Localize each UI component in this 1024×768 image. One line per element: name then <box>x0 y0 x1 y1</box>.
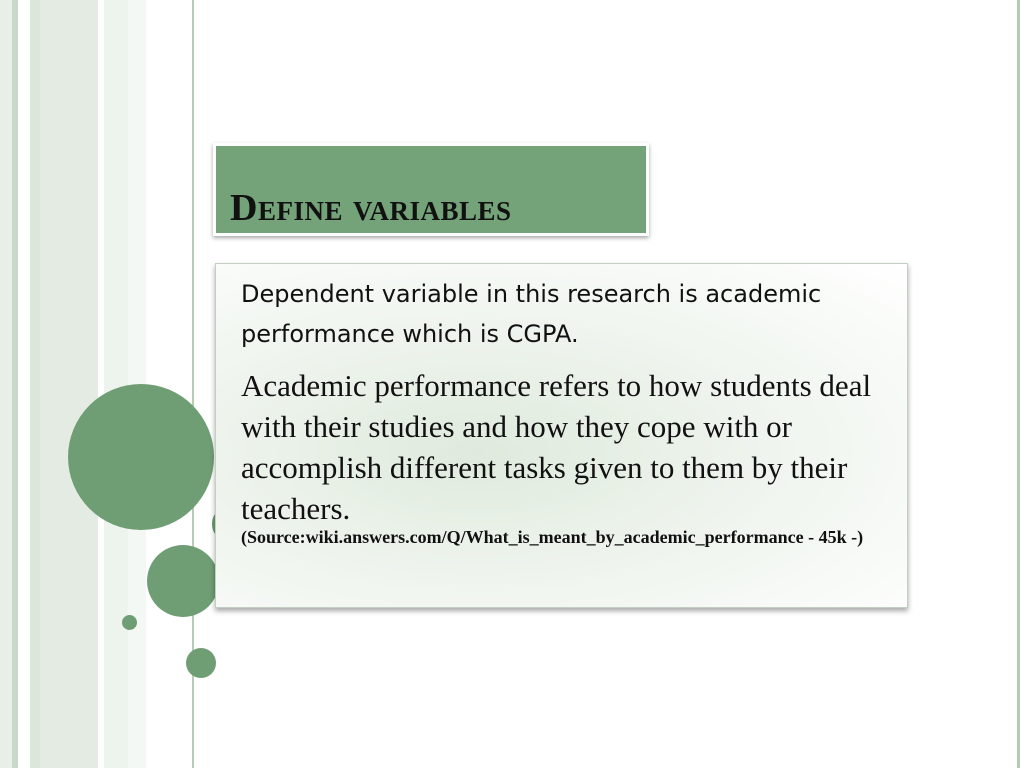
stripe <box>30 0 40 768</box>
title-box <box>213 143 649 236</box>
stripe <box>0 0 12 768</box>
medium-circle <box>147 545 219 617</box>
dependent-variable-text: Dependent variable in this research is academic performance which is CGPA. <box>241 280 822 348</box>
small-circle <box>186 648 216 678</box>
definition-text: Academic performance refers to how students deal with their studies and how they cope with or accomplish different tasks given to them by their teachers. <box>241 368 872 526</box>
right-border-line <box>1017 0 1020 768</box>
stripe <box>40 0 98 768</box>
slide-title: Define variables <box>230 187 512 229</box>
stripe <box>104 0 128 768</box>
content-box <box>215 263 908 608</box>
stripe <box>12 0 18 768</box>
small-dot-circle <box>122 615 137 630</box>
large-circle <box>68 384 214 530</box>
source-citation: (Source:wiki.answers.com/Q/What_is_meant_by_academic_performance - 45k -) <box>241 527 864 547</box>
